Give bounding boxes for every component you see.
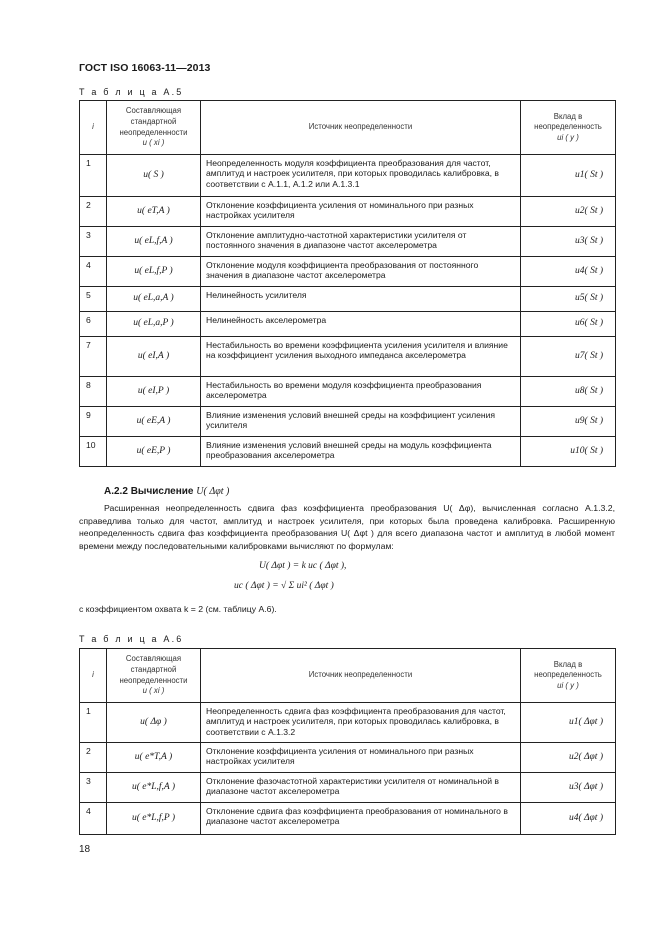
- table-row: [80, 407, 616, 437]
- table-header-row: [80, 101, 616, 155]
- uncertainty-contribution: u9( St ): [521, 407, 616, 437]
- uncertainty-contribution: u2( St ): [521, 197, 616, 227]
- table-a6-caption: Т а б л и ц а А.6: [79, 634, 184, 644]
- uncertainty-source: Неопределенность сдвига фаз коэффициента преобразования для частот, амплитуд и настроек усилителя, при которых проводилась калибровка, в соответствии с А.1.3.2: [201, 703, 521, 743]
- table-row: [80, 287, 616, 312]
- table-row: [80, 155, 616, 197]
- row-index: 2: [80, 743, 107, 773]
- header-contribution: Вклад в неопределенность ui ( y ): [521, 649, 616, 703]
- row-index: 3: [80, 773, 107, 803]
- uncertainty-contribution: u3( St ): [521, 227, 616, 257]
- uncertainty-component: u( eT,A ): [107, 197, 201, 227]
- uncertainty-source: Отклонение сдвига фаз коэффициента преобразования от номинального в диапазоне частот акселерометра: [201, 803, 521, 835]
- row-index: 4: [80, 257, 107, 287]
- uncertainty-component: u( e*T,A ): [107, 743, 201, 773]
- uncertainty-source: Нелинейность усилителя: [201, 287, 521, 312]
- paragraph-coverage-factor: с коэффициентом охвата k = 2 (см. таблицу А.6).: [79, 604, 277, 614]
- uncertainty-source: Нестабильность во времени коэффициента усиления усилителя и влияние на коэффициент усиления выходного импеданса акселерометра: [201, 337, 521, 377]
- table-a5: [79, 100, 616, 467]
- uncertainty-source: Нестабильность во времени модуля коэффициента преобразования акселерометра: [201, 377, 521, 407]
- uncertainty-contribution: u2( Δφt ): [521, 743, 616, 773]
- uncertainty-contribution: u5( St ): [521, 287, 616, 312]
- formula-combined-uncertainty: uc ( Δφt ) = √ Σ ui² ( Δφt ): [234, 581, 334, 591]
- table-a5-caption: Т а б л и ц а А.5: [79, 87, 184, 97]
- uncertainty-source: Влияние изменения условий внешней среды на коэффициент усиления усилителя: [201, 407, 521, 437]
- uncertainty-component: u( eL,f,P ): [107, 257, 201, 287]
- table-row: [80, 257, 616, 287]
- table-row: [80, 703, 616, 743]
- uncertainty-contribution: u1( Δφt ): [521, 703, 616, 743]
- header-contribution: Вклад в неопределенность ui ( y ): [521, 101, 616, 155]
- uncertainty-contribution: u8( St ): [521, 377, 616, 407]
- row-index: 3: [80, 227, 107, 257]
- uncertainty-component: u( eI,P ): [107, 377, 201, 407]
- uncertainty-contribution: u4( St ): [521, 257, 616, 287]
- uncertainty-component: u( e*L,f,A ): [107, 773, 201, 803]
- uncertainty-contribution: u4( Δφt ): [521, 803, 616, 835]
- uncertainty-source: Нелинейность акселерометра: [201, 312, 521, 337]
- header-i: i: [80, 649, 107, 703]
- uncertainty-source: Отклонение амплитудно-частотной характеристики усилителя от постоянного значения в диапазоне частот акселерометра: [201, 227, 521, 257]
- page-number: 18: [79, 844, 91, 855]
- header-source: Источник неопределенности: [201, 649, 521, 703]
- header-source: Источник неопределенности: [201, 101, 521, 155]
- section-symbol: U( Δφt ): [196, 486, 230, 497]
- table-row: [80, 377, 616, 407]
- table-row: [80, 773, 616, 803]
- uncertainty-source: Отклонение модуля коэффициента преобразования от постоянного значения в диапазоне частот акселерометра: [201, 257, 521, 287]
- uncertainty-source: Отклонение фазочастотной характеристики усилителя от номинальной в диапазоне частот акселерометра: [201, 773, 521, 803]
- row-index: 10: [80, 437, 107, 467]
- uncertainty-component: u( eE,A ): [107, 407, 201, 437]
- header-component: Составляющая стандартной неопределенности u ( xi ): [107, 101, 201, 155]
- document-header: ГОСТ ISO 16063-11—2013: [79, 62, 211, 74]
- table-a6: [79, 648, 616, 835]
- table-row: [80, 227, 616, 257]
- row-index: 9: [80, 407, 107, 437]
- uncertainty-component: u( eE,P ): [107, 437, 201, 467]
- uncertainty-source: Влияние изменения условий внешней среды на модуль коэффициента преобразования акселерометра: [201, 437, 521, 467]
- uncertainty-component: u( eL,a,P ): [107, 312, 201, 337]
- section-heading: [104, 486, 229, 497]
- row-index: 4: [80, 803, 107, 835]
- row-index: 1: [80, 703, 107, 743]
- row-index: 8: [80, 377, 107, 407]
- section-number: A.2.2: [104, 486, 128, 497]
- table-header-row: [80, 649, 616, 703]
- row-index: 1: [80, 155, 107, 197]
- uncertainty-contribution: u10( St ): [521, 437, 616, 467]
- paragraph-expanded-uncertainty: Расширенная неопределенность сдвига фаз коэффициента преобразования U( Δφ), вычисленная согласно А.1.3.2, справедлива только для частот, амплитуд и настроек усилителя, при которых была проведена калибровка. Расширенную неопределенность сдвига фаз коэффициента преобразования U( Δφt ) для всего диапазона частот и амплитуд в любой момент времени между последовательными калибровками вычисляют по формулам:: [79, 503, 615, 551]
- row-index: 7: [80, 337, 107, 377]
- uncertainty-source: Неопределенность модуля коэффициента преобразования для частот, амплитуд и настроек усилителя, при которых проводилась калибровка, в соответствии с А.1.1, А.1.2 или А.1.3.1: [201, 155, 521, 197]
- table-row: [80, 312, 616, 337]
- uncertainty-component: u( S ): [107, 155, 201, 197]
- formula-expanded-uncertainty: U( Δφt ) = k uc ( Δφt ),: [259, 561, 347, 571]
- table-row: [80, 743, 616, 773]
- row-index: 5: [80, 287, 107, 312]
- uncertainty-component: u( Δφ ): [107, 703, 201, 743]
- uncertainty-contribution: u7( St ): [521, 337, 616, 377]
- table-row: [80, 803, 616, 835]
- section-title: Вычисление: [130, 486, 194, 497]
- uncertainty-component: u( eI,A ): [107, 337, 201, 377]
- table-row: [80, 197, 616, 227]
- row-index: 2: [80, 197, 107, 227]
- uncertainty-component: u( e*L,f,P ): [107, 803, 201, 835]
- uncertainty-contribution: u1( St ): [521, 155, 616, 197]
- header-component: Составляющая стандартной неопределенности u ( xi ): [107, 649, 201, 703]
- uncertainty-contribution: u6( St ): [521, 312, 616, 337]
- uncertainty-component: u( eL,f,A ): [107, 227, 201, 257]
- uncertainty-contribution: u3( Δφt ): [521, 773, 616, 803]
- uncertainty-source: Отклонение коэффициента усиления от номинального при разных настройках усилителя: [201, 743, 521, 773]
- uncertainty-source: Отклонение коэффициента усиления от номинального при разных настройках усилителя: [201, 197, 521, 227]
- uncertainty-component: u( eL,a,A ): [107, 287, 201, 312]
- table-row: [80, 337, 616, 377]
- table-row: [80, 437, 616, 467]
- row-index: 6: [80, 312, 107, 337]
- header-i: i: [80, 101, 107, 155]
